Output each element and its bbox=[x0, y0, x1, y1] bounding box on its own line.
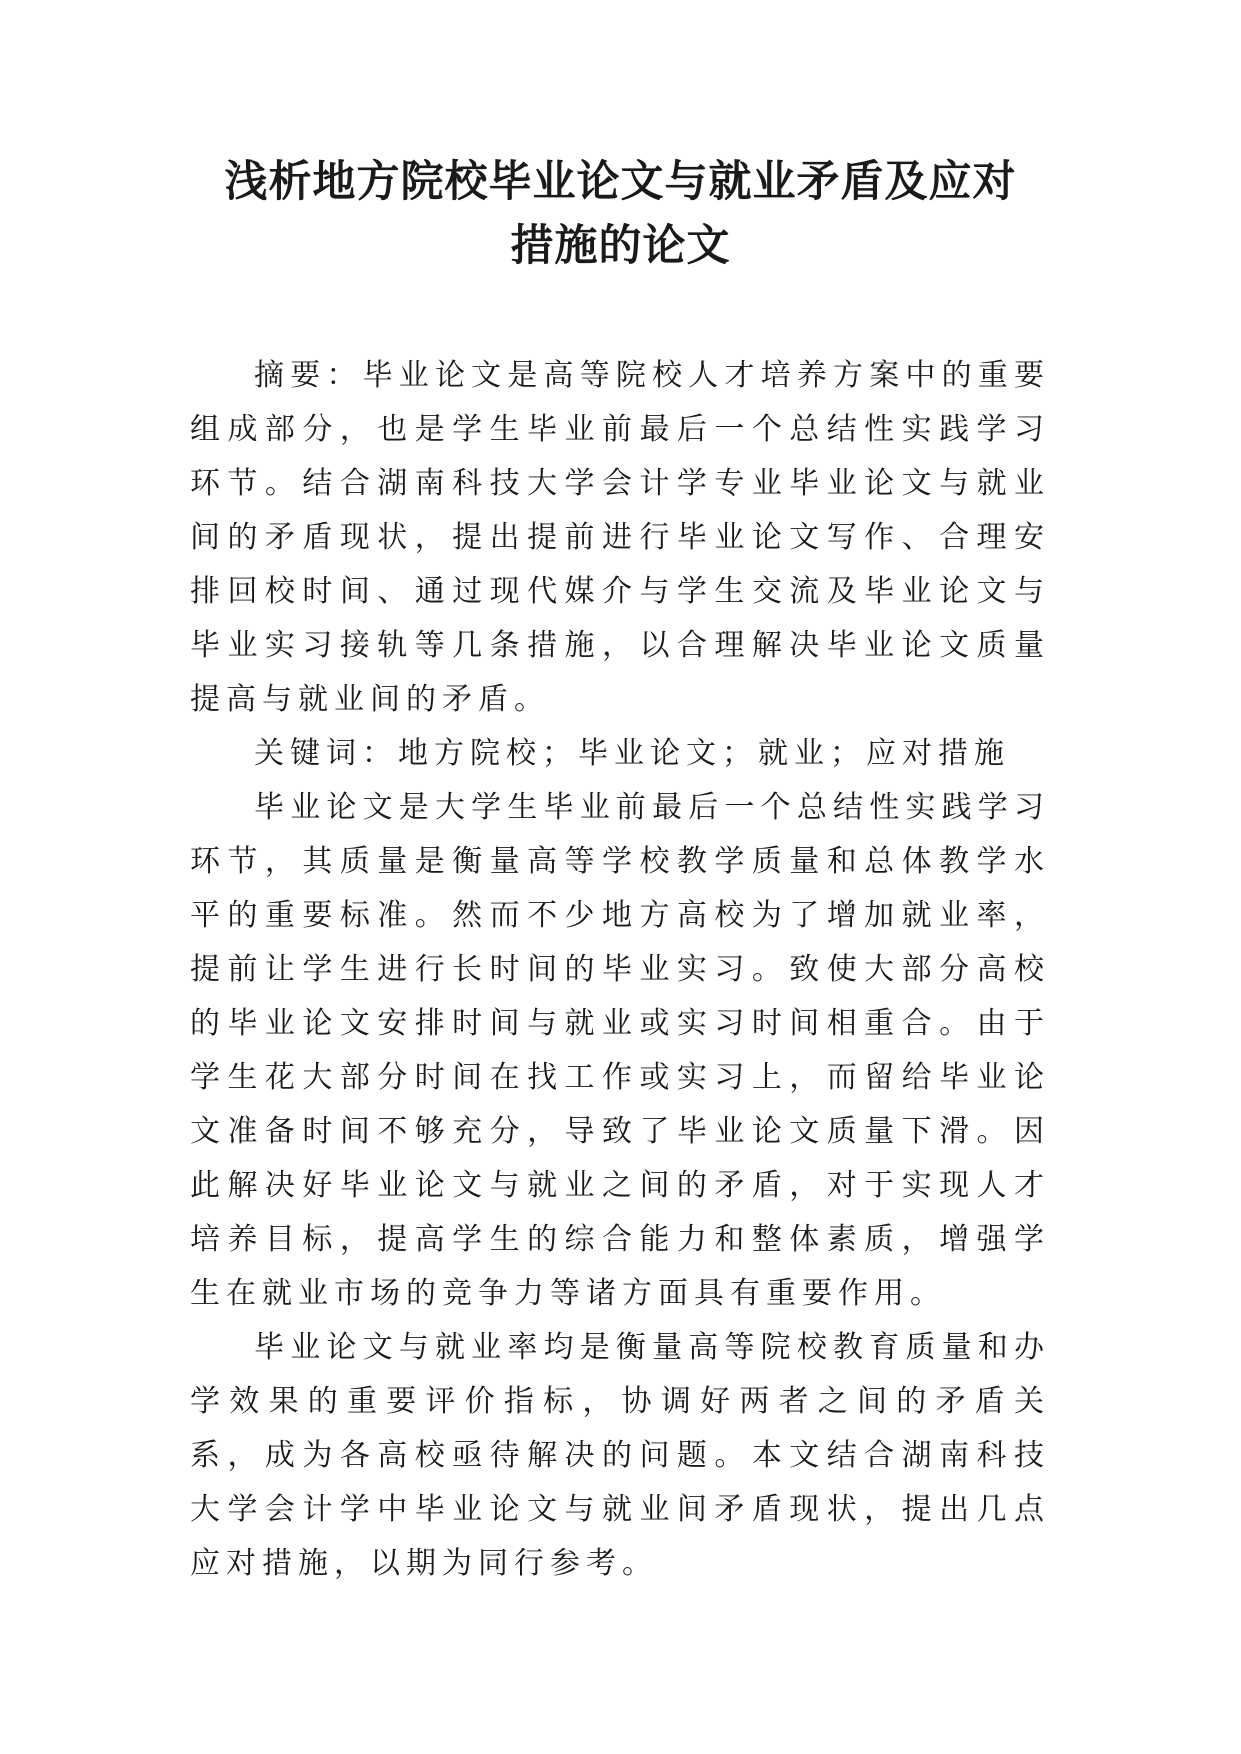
keywords-paragraph: 关键词：地方院校；毕业论文；就业；应对措施 bbox=[254, 736, 1010, 771]
abstract-paragraph: 摘要：毕业论文是高等院校人才培养方案中的重要组成部分，也是学生毕业前最后一个总结性实践学习环节。结合湖南科技大学会计学专业毕业论文与就业间的矛盾现状，提出提前进行毕业论文写作、合理安排回校时间、通过现代媒介与学生交流及毕业论文与毕业实习接轨等几条措施，以合理解决毕业论文质量提高与就业间的矛盾。 bbox=[190, 358, 1050, 717]
title-line-1: 浅析地方院校毕业论文与就业矛盾及应对 bbox=[224, 157, 1017, 207]
body-paragraph-1: 毕业论文是大学生毕业前最后一个总结性实践学习环节，其质量是衡量高等学校教学质量和总体教学水平的重要标准。然而不少地方高校为了增加就业率，提前让学生进行长时间的毕业实习。致使大部分高校的毕业论文安排时间与就业或实习时间相重合。由于学生花大部分时间在找工作或实习上，而留给毕业论文准备时间不够充分，导致了毕业论文质量下滑。因此解决好毕业论文与就业之间的矛盾，对于实现人才培养目标，提高学生的综合能力和整体素质，增强学生在就业市场的竞争力等诸方面具有重要作用。 bbox=[190, 790, 1050, 1311]
document-body bbox=[190, 349, 1050, 1591]
document-title bbox=[150, 150, 1091, 278]
body-paragraph-2: 毕业论文与就业率均是衡量高等院校教育质量和办学效果的重要评价指标，协调好两者之间的矛盾关系，成为各高校亟待解决的问题。本文结合湖南科技大学会计学中毕业论文与就业间矛盾现状，提出几点应对措施，以期为同行参考。 bbox=[190, 1330, 1050, 1581]
title-line-2: 措施的论文 bbox=[510, 221, 731, 271]
